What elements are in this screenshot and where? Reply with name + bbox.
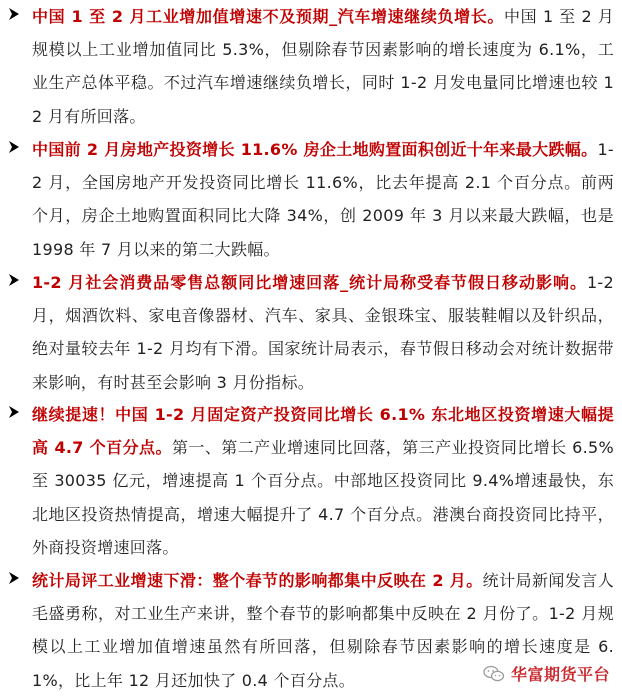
arrow-bullet-icon	[6, 6, 22, 22]
arrow-bullet-icon	[6, 570, 22, 586]
news-item-1	[0, 0, 622, 132]
news-item-2	[0, 133, 622, 265]
news-headline: 中国前 2 月房地产投资增长 11.6% 房企土地购置面积创近十年来最大跌幅。	[32, 140, 598, 159]
news-item-text	[32, 133, 614, 266]
news-item-3	[0, 266, 622, 398]
news-headline: 中国 1 至 2 月工业增加值增速不及预期_汽车增速继续负增长。	[32, 7, 504, 26]
arrow-bullet-icon	[6, 404, 22, 420]
wechat-icon	[483, 665, 505, 683]
news-body: 中国 1 至 2 月规模以上工业增加值同比 5.3%，但剔除春节因素影响的增长速度为 6.1%，工业生产总体平稳。不过汽车增速继续负增长，同时 1-2 月发电量同比增速也较 12 月有所回落。	[32, 7, 614, 126]
news-body: 第一、第二产业增速同比回落，第三产业投资同比增长 6.5%至 30035 亿元，增速提高 1 个百分点。中部地区投资同比 9.4%增速最快，东北地区投资热情提高，增速大幅提升了 4.7 个百分点。港澳台商投资同比持平，外商投资增速回落。	[32, 438, 614, 557]
watermark	[479, 660, 614, 687]
news-item-text	[32, 398, 614, 564]
watermark-text: 华富期货平台	[510, 665, 610, 684]
news-headline: 继续提速！中国 1-2 月固定资产投资同比增长 6.1% 东北地区投资增速大幅提高 4.7 个百分点。	[32, 405, 614, 458]
news-item-text	[32, 0, 614, 133]
news-item-text	[32, 266, 614, 399]
arrow-bullet-icon	[6, 272, 22, 288]
news-headline: 统计局评工业增速下滑：整个春节的影响都集中反映在 2 月。	[32, 571, 483, 590]
news-item-4	[0, 398, 622, 563]
news-headline: 1-2 月社会消费品零售总额同比增速回落_统计局称受春节假日移动影响。	[32, 273, 587, 292]
news-body: 1-2 月，烟酒饮料、家电音像器材、汽车、家具、金银珠宝、服装鞋帽以及针织品，绝对量较去年 1-2 月均有下滑。国家统计局表示，春节假日移动会对统计数据带来影响，有时甚至会影响 3 月份指标。	[32, 273, 614, 392]
news-body: 1-2 月，全国房地产开发投资同比增长 11.6%，比去年提高 2.1 个百分点。前两个月，房企土地购置面积同比大降 34%，创 2009 年 3 月以来最大跌幅，也是 1998 年 7 月以来的第二大跌幅。	[32, 140, 614, 259]
arrow-bullet-icon	[6, 139, 22, 155]
news-body: 统计局新闻发言人毛盛勇称，对工业生产来讲，整个春节的影响都集中反映在 2 月份了。1-2 月规模以上工业增加值增速虽然有所回落，但剔除春节因素影响的增长速度是 6.1%，比上年 12 月还加快了 0.4 个百分点。	[32, 571, 614, 690]
